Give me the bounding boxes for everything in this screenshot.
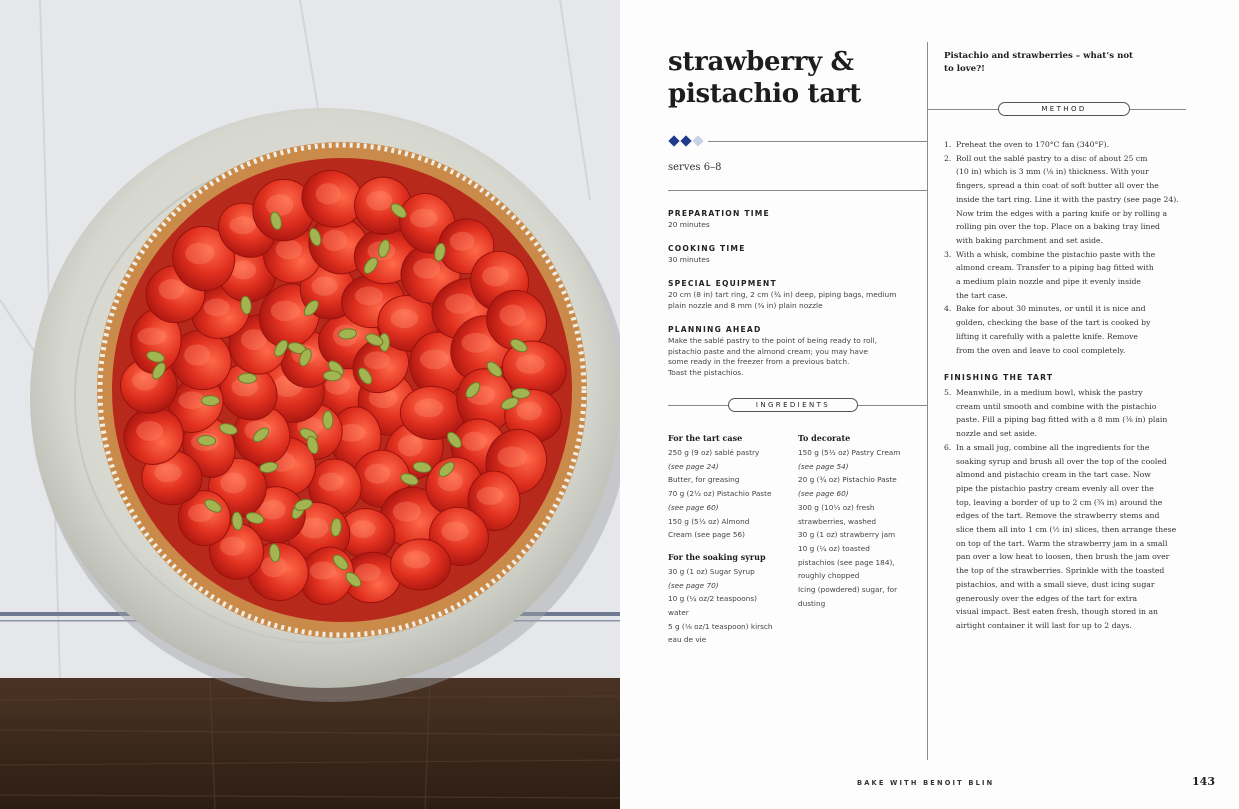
ingredients-column-right	[798, 433, 926, 620]
step-text-line: almond and pistachio cream in the tart case. Now	[956, 470, 1151, 480]
step-text-line: pistachios, and with a small sieve, dust icing sugar	[956, 579, 1155, 589]
strawberry-highlight	[229, 216, 256, 234]
ingredient-line: strawberries, washed	[798, 516, 877, 526]
step-text-line: fingers, spread a thin coat of soft butter all over the	[956, 181, 1159, 191]
text-line: to love?!	[944, 64, 985, 74]
method-steps	[944, 138, 1186, 357]
ingredient-line: eau de vie	[668, 635, 707, 645]
ingredient-line: (see page 54)	[798, 461, 849, 471]
method-step	[944, 386, 1186, 441]
strawberry-highlight	[260, 500, 286, 520]
ingredients-label: INGREDIENTS	[728, 398, 858, 412]
step-text-line: visual impact. Best eaten fresh, though stored in an	[956, 607, 1158, 617]
ornament-rule	[708, 141, 928, 142]
ingredient-line: 150 g (5½ oz) Almond	[668, 516, 750, 526]
ingredient-line: 30 g (1 oz) strawberry jam	[798, 530, 896, 540]
recipe-title-line-2: pistachio tart	[668, 79, 861, 109]
ingredient-line: 300 g (10½ oz) fresh	[798, 502, 875, 512]
step-text-line: With a whisk, combine the pistachio paste with the	[956, 249, 1156, 259]
ingredients-column-left	[668, 433, 794, 657]
step-number: 6.	[944, 442, 952, 452]
planning-ahead-text	[668, 336, 920, 378]
strawberry-highlight	[477, 487, 504, 505]
strawberry-highlight	[414, 399, 443, 418]
text-line: 20 cm (8 in) tart ring, 2 cm (¾ in) deep, piping bags, medium	[668, 290, 897, 299]
step-text-line: (10 in) which is 3 mm (⅛ in) thickness. With your	[956, 167, 1149, 177]
planning-ahead	[668, 325, 920, 378]
ingredient-line: (see page 60)	[798, 489, 849, 499]
strawberry-highlight	[461, 333, 491, 353]
method-step	[944, 441, 1186, 633]
strawberry-highlight	[482, 266, 509, 286]
method-header	[928, 102, 1186, 116]
step-text-line: a medium plain nozzle and pipe it evenly inside	[956, 277, 1141, 287]
ingredient-line: 10 g (¼ oz) toasted	[798, 543, 870, 553]
step-text-line: the tart case.	[956, 290, 1008, 300]
diamond-ornament	[668, 136, 928, 148]
text-line: Pistachio and strawberries – what’s not	[944, 51, 1134, 61]
strawberry-highlight	[220, 473, 246, 494]
step-text-line: on top of the tart. Warm the strawberry jam in a small	[956, 538, 1168, 548]
strawberry-highlight	[410, 209, 438, 228]
step-text-line: Roll out the sablé pastry to a disc of about 25 cm	[956, 153, 1148, 163]
special-equipment-text	[668, 290, 920, 311]
text-line: Toast the pistachios.	[668, 367, 744, 377]
pistachio-piece	[201, 395, 219, 405]
strawberry-highlight	[266, 194, 293, 216]
diamond-icon	[668, 135, 679, 146]
ingredients-header	[668, 398, 927, 412]
step-text-line: generously over the edges of the tart for extra	[956, 593, 1138, 603]
step-text-line: almond cream. Transfer to a piping bag fitted with	[956, 263, 1154, 273]
strawberry-highlight	[516, 354, 545, 373]
step-text-line: cream until smooth and combine with the pistachio	[956, 401, 1157, 411]
ingredient-line: (see page 60)	[668, 502, 719, 512]
preparation-time	[668, 209, 920, 231]
step-number: 1.	[944, 140, 952, 149]
recipe-title	[668, 46, 861, 110]
method-step	[944, 152, 1186, 248]
strawberry-highlight	[184, 344, 210, 365]
ingredient-line: 70 g (2½ oz) Pistachio Paste	[668, 489, 772, 499]
ingredient-line: Icing (powdered) sugar, for	[798, 585, 898, 595]
tart-case-heading: For the tart case	[668, 433, 743, 443]
finishing-heading: FINISHING THE TART	[944, 373, 1054, 382]
method-step	[944, 248, 1186, 303]
text-line: some ready in the freezer from a previous batch.	[668, 357, 850, 367]
strawberry-highlight	[450, 232, 475, 251]
recipe-intro	[944, 50, 1174, 76]
step-text-line: Meanwhile, in a medium bowl, whisk the pastry	[956, 388, 1143, 397]
strawberry-highlight	[420, 349, 449, 369]
strawberry-highlight	[393, 501, 421, 521]
strawberry-highlight	[311, 277, 337, 296]
step-text-line: In a small jug, combine all the ingredients for the	[956, 442, 1150, 452]
special-equipment	[668, 279, 920, 311]
tart-case-list	[668, 446, 794, 542]
step-text-line: slice them all into 1 cm (½ in) slices, then arrange these	[956, 525, 1177, 535]
finishing-steps	[944, 386, 1186, 633]
strawberry-highlight	[154, 463, 181, 482]
strawberry-highlight	[185, 243, 214, 264]
step-text-line: lifting it carefully with a palette knife. Remove	[956, 331, 1138, 341]
special-equipment-heading: SPECIAL EQUIPMENT	[668, 279, 777, 288]
strawberry-highlight	[318, 473, 343, 491]
page-number: 143	[1192, 775, 1215, 788]
ingredient-line: 150 g (5½ oz) Pastry Cream	[798, 448, 901, 457]
divider	[668, 190, 927, 191]
strawberry-highlight	[137, 328, 166, 346]
step-text-line: inside the tart ring. Line it with the pastry (see page 24).	[956, 194, 1179, 204]
ingredient-line: Cream (see page 56)	[668, 530, 745, 540]
pistachio-piece	[238, 373, 256, 383]
pistachio-piece	[323, 411, 333, 429]
recipe-title-line-1: strawberry &	[668, 47, 854, 77]
ingredient-line: Butter, for greasing	[668, 475, 740, 485]
strawberry-highlight	[220, 537, 245, 556]
pistachio-piece	[512, 388, 530, 398]
text-line: pistachio paste and the almond cream; you may have	[668, 346, 868, 356]
step-text-line: Bake for about 30 minutes, or until it is nice and	[956, 304, 1146, 314]
soaking-syrup-list	[668, 565, 794, 647]
strawberry-highlight	[350, 520, 375, 538]
step-text-line: pan over a low heat to loosen, then brush the jam over	[956, 552, 1170, 562]
book-title-footer: BAKE WITH BENOIT BLIN	[857, 779, 995, 787]
decorate-list	[798, 446, 926, 610]
strawberry-highlight	[441, 522, 468, 542]
step-text-line: top, leaving a border of up to 2 cm (¾ in) around the	[956, 497, 1163, 507]
step-number: 2.	[944, 153, 952, 163]
step-text-line: golden, checking the base of the tart is cooked by	[956, 318, 1151, 328]
strawberry-highlight	[445, 294, 475, 314]
ingredient-line: dusting	[798, 598, 826, 608]
cooking-time	[668, 244, 920, 266]
strawberry-highlight	[391, 309, 418, 328]
cooking-time-value: 30 minutes	[668, 255, 710, 264]
strawberry-highlight	[316, 183, 341, 204]
strawberry-highlight	[364, 351, 390, 369]
step-text-line: nozzle and set aside.	[956, 429, 1037, 439]
decorate-heading: To decorate	[798, 433, 851, 443]
ingredient-line: 20 g (¾ oz) Pistachio Paste	[798, 475, 897, 485]
strawberry-highlight	[136, 421, 163, 441]
method-label: METHOD	[998, 102, 1130, 116]
strawberry-highlight	[497, 446, 527, 467]
planning-ahead-heading: PLANNING AHEAD	[668, 325, 762, 334]
ingredient-line: 250 g (9 oz) sablé pastry	[668, 448, 760, 457]
strawberry-highlight	[322, 230, 347, 251]
column-divider	[927, 42, 928, 760]
ingredient-line: water	[668, 608, 689, 618]
step-text-line: with baking parchment and set aside.	[956, 235, 1104, 245]
ingredient-line: 5 g (⅛ oz/1 teaspoon) kirsch	[668, 621, 773, 631]
preparation-time-heading: PREPARATION TIME	[668, 209, 770, 218]
step-text-line: Preheat the oven to 170°C fan (340°F).	[956, 140, 1110, 149]
strawberry-highlight	[403, 551, 430, 569]
diamond-icon	[680, 135, 691, 146]
step-text-line: rolling pin over the top. Place on a baking tray lined	[956, 222, 1160, 232]
step-text-line: paste. Fill a piping bag fitted with a 8 mm (⅜ in) plain	[956, 415, 1168, 425]
diamond-icon	[692, 135, 703, 146]
step-text-line: pipe the pistachio pastry cream evenly all over the	[956, 483, 1154, 493]
strawberry-highlight	[366, 191, 392, 211]
strawberry-highlight	[499, 305, 525, 326]
strawberry-highlight	[365, 464, 391, 484]
soaking-syrup-heading: For the soaking syrup	[668, 551, 766, 562]
ingredient-line: (see page 24)	[668, 461, 719, 471]
strawberry-highlight	[413, 258, 440, 278]
step-text-line: airtight container it will last for up to 2 days.	[956, 620, 1132, 630]
strawberry-highlight	[271, 300, 300, 321]
method-step	[944, 138, 1186, 152]
strawberry-highlight	[462, 432, 487, 451]
strawberry-highlight	[398, 435, 423, 456]
strawberry-highlight	[159, 279, 185, 300]
method-step	[944, 302, 1186, 357]
step-number: 4.	[944, 304, 952, 314]
ingredient-line: (see page 70)	[668, 580, 719, 590]
step-number: 5.	[944, 388, 952, 397]
strawberry-highlight	[516, 402, 542, 421]
step-text-line: Now trim the edges with a paring knife or by rolling a	[956, 208, 1168, 218]
preparation-time-value: 20 minutes	[668, 220, 710, 229]
step-text-line: edges of the tart. Remove the strawberry stems and	[956, 511, 1160, 521]
recipe-page	[620, 0, 1239, 809]
step-text-line: from the oven and leave to cool completely.	[956, 345, 1126, 355]
step-number: 3.	[944, 249, 952, 259]
cooking-time-heading: COOKING TIME	[668, 244, 746, 253]
strawberry-highlight	[355, 287, 383, 306]
ingredient-line: 30 g (1 oz) Sugar Syrup	[668, 566, 755, 576]
text-line: plain nozzle and 8 mm (⅜ in) plain nozzle	[668, 300, 823, 310]
strawberry-highlight	[204, 298, 230, 316]
ingredient-line: roughly chopped	[798, 571, 860, 581]
ingredient-line: pistachios (see page 184),	[798, 557, 895, 567]
strawberry-highlight	[310, 562, 336, 580]
step-text-line: the top of the strawberries. Sprinkle with the toasted	[956, 566, 1165, 576]
ingredient-line: 10 g (¼ oz/2 teaspoons)	[668, 594, 757, 604]
text-line: Make the sablé pastry to the point of being ready to roll,	[668, 336, 877, 345]
step-text-line: soaking syrup and brush all over the top of the cooled	[956, 456, 1167, 466]
strawberry-highlight	[276, 240, 302, 260]
servings: serves 6–8	[668, 162, 722, 173]
